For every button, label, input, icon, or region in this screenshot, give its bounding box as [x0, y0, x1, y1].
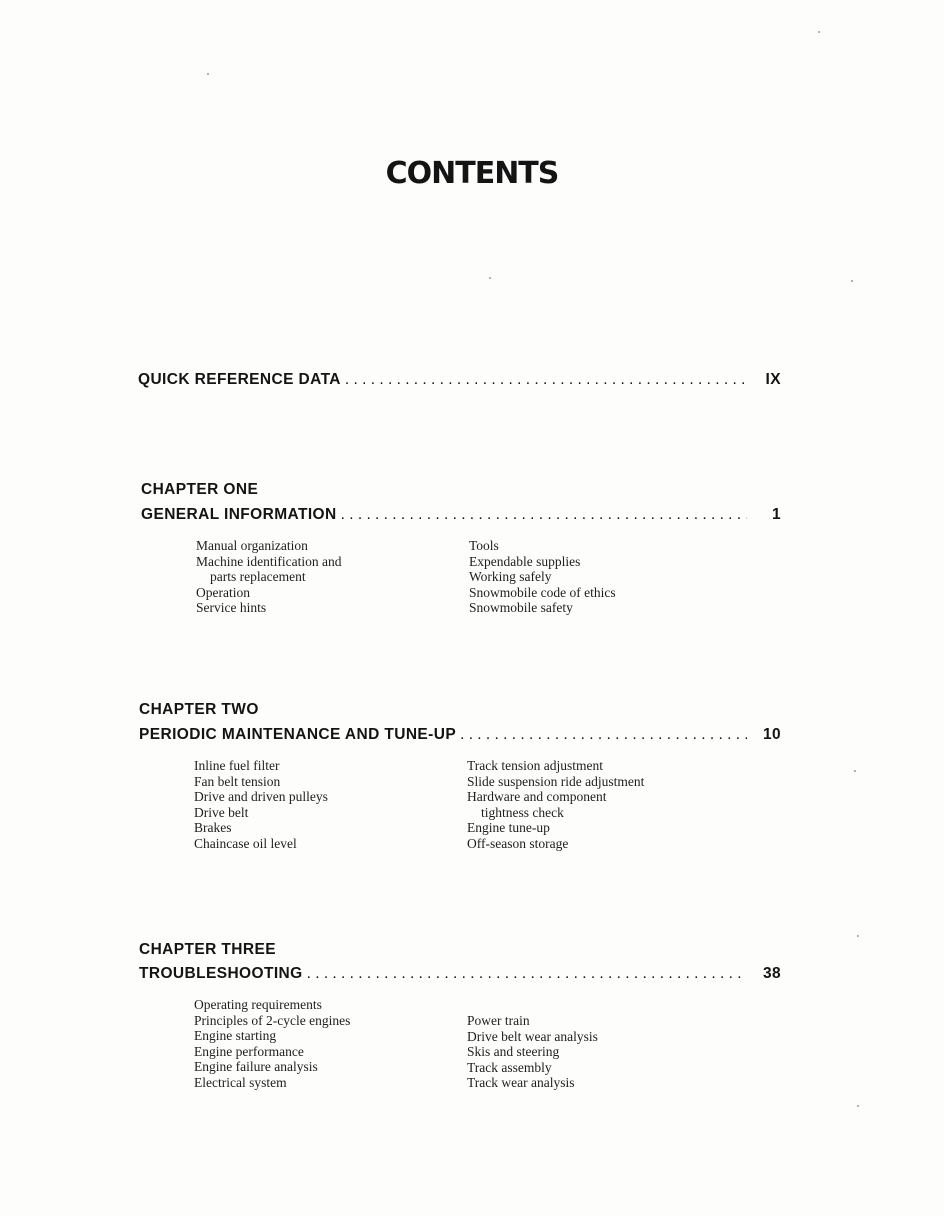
topic-item: Working safely: [469, 569, 552, 584]
topic-item: Brakes: [194, 820, 232, 835]
scan-speck: [489, 277, 491, 279]
topic-item: Power train: [467, 1013, 530, 1028]
topic-list-left: [194, 758, 328, 851]
topic-item: Hardware and component: [467, 789, 607, 804]
topic-item: Engine performance: [194, 1043, 304, 1059]
scan-speck: [857, 935, 859, 937]
chapter-heading: CHAPTER THREE: [139, 941, 276, 958]
toc-page-number: IX: [765, 371, 781, 388]
toc-entry-chapter-three[interactable]: [139, 964, 781, 984]
toc-entry-quick-reference[interactable]: [138, 370, 781, 390]
toc-page-number: 10: [762, 726, 781, 743]
toc-entry-chapter-one[interactable]: [141, 505, 781, 525]
toc-entry-title: GENERAL INFORMATION: [141, 506, 337, 523]
scan-speck: [851, 280, 853, 282]
topic-item: Engine tune-up: [467, 820, 550, 835]
toc-entry-title: TROUBLESHOOTING: [139, 965, 303, 982]
topic-item: Drive and driven pulleys: [194, 789, 328, 804]
topic-item: Snowmobile code of ethics: [469, 584, 616, 600]
topic-item: tightness check: [481, 804, 564, 820]
topic-item: Operating requirements: [194, 997, 322, 1012]
topic-item: Engine failure analysis: [194, 1059, 318, 1074]
topic-item: Off-season storage: [467, 835, 569, 851]
topic-item: Slide suspension ride adjustment: [467, 773, 645, 789]
topic-item: Fan belt tension: [194, 773, 281, 789]
topic-item: Service hints: [196, 600, 267, 615]
topic-item: Electrical system: [194, 1074, 287, 1090]
topic-item: Drive belt: [194, 804, 249, 820]
topic-item: Manual organization: [196, 538, 308, 553]
topic-item: Operation: [196, 584, 250, 600]
topic-item: Drive belt wear analysis: [467, 1028, 598, 1044]
dot-leader: [341, 505, 747, 525]
topic-item: Chaincase oil level: [194, 835, 297, 851]
topic-item: Skis and steering: [467, 1044, 560, 1059]
page-title: CONTENTS: [385, 156, 559, 191]
scan-speck: [857, 1105, 859, 1107]
dot-leader: [460, 725, 747, 745]
topic-item: Inline fuel filter: [194, 758, 280, 773]
topic-item: Machine identification and: [196, 553, 342, 569]
topic-item: parts replacement: [210, 569, 306, 584]
toc-entry-title: QUICK REFERENCE DATA: [138, 371, 341, 388]
dot-leader: [307, 964, 747, 984]
chapter-heading: CHAPTER ONE: [141, 481, 259, 498]
scan-speck: [818, 31, 820, 33]
topic-item: Track tension adjustment: [467, 758, 603, 773]
topic-list-right: [467, 758, 644, 851]
topic-list-left: [196, 538, 341, 616]
scan-speck: [207, 73, 209, 75]
topic-item: Tools: [469, 538, 499, 553]
topic-item: Principles of 2-cycle engines: [194, 1012, 351, 1028]
toc-entry-title: PERIODIC MAINTENANCE AND TUNE-UP: [139, 726, 457, 743]
toc-entry-chapter-two[interactable]: [139, 725, 781, 745]
topic-list-right: [469, 538, 616, 616]
toc-page-number: 38: [762, 965, 781, 982]
toc-page-number: 1: [771, 506, 781, 523]
topic-item: Snowmobile safety: [469, 600, 573, 615]
topic-list-right: [467, 1013, 598, 1091]
topic-item: Track wear analysis: [467, 1075, 575, 1090]
scan-speck: [854, 770, 856, 772]
topic-item: Track assembly: [467, 1059, 552, 1075]
dot-leader: [345, 370, 747, 390]
topic-item: Engine starting: [194, 1028, 277, 1043]
topic-list-left: [194, 997, 350, 1090]
chapter-heading: CHAPTER TWO: [139, 701, 259, 718]
topic-item: Expendable supplies: [469, 553, 581, 569]
